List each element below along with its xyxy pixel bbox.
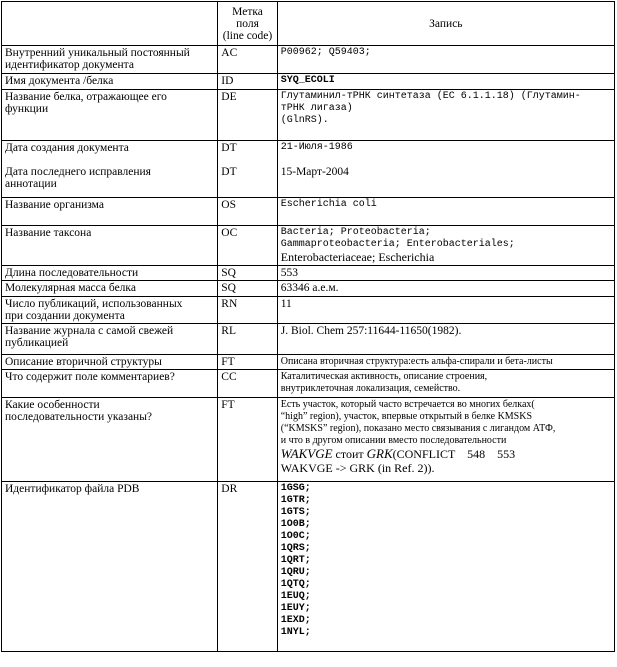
pdb-id: 1NYL; xyxy=(280,627,311,638)
row-code: CC xyxy=(218,370,277,398)
table-header-row xyxy=(2,2,615,46)
pdb-id: 1QRS; xyxy=(280,543,311,554)
row-label: Молекулярная масса белка xyxy=(2,281,218,297)
table-row-dt xyxy=(2,141,615,198)
table-row-id xyxy=(2,74,615,90)
table-row-de xyxy=(2,90,615,141)
header-record: Запись xyxy=(277,2,614,46)
row-label: Длина последовательности xyxy=(2,266,218,281)
pdb-id: 1GSG; xyxy=(280,483,311,494)
row-value: Escherichia coli xyxy=(277,198,614,226)
row-code: AC xyxy=(218,46,277,74)
row-label: Описание вторичной структуры xyxy=(2,355,218,370)
table-row-rl xyxy=(2,324,615,355)
row-label: Что содержит поле комментариев? xyxy=(2,370,218,398)
row-label: Дата создания документа Дата последнего исправления аннотации xyxy=(2,141,218,198)
pdb-id: 1GTR; xyxy=(280,495,311,506)
table-row-rn xyxy=(2,297,615,324)
row-label: Имя документа /белка xyxy=(2,74,218,90)
uniprot-fields-table xyxy=(1,1,615,652)
row-code: DT DT xyxy=(218,141,277,198)
row-label: Число публикаций, использованных при создании документа xyxy=(2,297,218,324)
row-code: SQ xyxy=(218,266,277,281)
row-code: OC xyxy=(218,226,277,266)
pdb-id: 1O0B; xyxy=(280,519,311,530)
row-code: RN xyxy=(218,297,277,324)
row-code: DR xyxy=(218,482,277,652)
row-label: Идентификатор файла PDB xyxy=(2,482,218,652)
table-row-ac xyxy=(2,46,615,74)
pdb-id: 1QRT; xyxy=(280,555,311,566)
pdb-id: 1GTS; xyxy=(280,507,311,518)
pdb-id: 1O0C; xyxy=(280,531,311,542)
row-value: 63346 а.е.м. xyxy=(277,281,614,297)
row-label: Внутренний уникальный постоянный идентификатор документа xyxy=(2,46,218,74)
pdb-id: 1EUQ; xyxy=(280,591,311,602)
row-code: OS xyxy=(218,198,277,226)
table-row-os xyxy=(2,198,615,226)
pdb-id: 1EXD; xyxy=(280,615,311,626)
pdb-id: 1QTQ; xyxy=(280,579,311,590)
row-label: Название журнала с самой свежей публикацией xyxy=(2,324,218,355)
row-value: Bacteria; Proteobacteria; Gammaproteobacteria; Enterobacteriales; Enterobacteriaceae; Escherichia xyxy=(277,226,614,266)
row-label: Название организма xyxy=(2,198,218,226)
table-row-ft-structure xyxy=(2,355,615,370)
row-value: J. Biol. Chem 257:11644-11650(1982). xyxy=(277,324,614,355)
row-code: ID xyxy=(218,74,277,90)
row-code: FT xyxy=(218,355,277,370)
row-code: RL xyxy=(218,324,277,355)
pdb-id: 1EUY; xyxy=(280,603,311,614)
table-row-ft-features xyxy=(2,398,615,482)
header-field-description xyxy=(2,2,218,46)
row-value: P00962; Q59403; xyxy=(277,46,614,74)
row-value: SYQ_ECOLI xyxy=(277,74,614,90)
table-row-dr xyxy=(2,482,615,652)
row-value: 21-Июля-1986 15-Март-2004 xyxy=(277,141,614,198)
table-row-cc xyxy=(2,370,615,398)
table-row-sq-length xyxy=(2,266,615,281)
row-value: Каталитическая активность, описание строения, внутриклеточная локализация, семейство. xyxy=(277,370,614,398)
row-value: Есть участок, который часто встречается во многих белках( “high” region), участок, впервые открытый в белке KMSKS (“KMSKS” region), показано место связывания с лигандом АТФ, и что в другом описании вместо последовательности WAKVGE стоит GRK(CONFLICT 548 553 WAKVGE -> GRK (in Ref. 2)). xyxy=(277,398,614,482)
row-value xyxy=(277,482,614,652)
row-value: Глутаминил-тРНК синтетаза (EC 6.1.1.18) (Глутамин- тРНК лигаза) (GlnRS). xyxy=(277,90,614,141)
row-value: Описана вторичная структура:есть альфа-спирали и бета-листы xyxy=(277,355,614,370)
row-value: 11 xyxy=(277,297,614,324)
header-line-code: Метка поля (line code) xyxy=(218,2,277,46)
row-label: Название таксона xyxy=(2,226,218,266)
row-value: 553 xyxy=(277,266,614,281)
row-code: DE xyxy=(218,90,277,141)
table-row-oc xyxy=(2,226,615,266)
row-code: SQ xyxy=(218,281,277,297)
row-label: Название белка, отражающее его функции xyxy=(2,90,218,141)
row-code: FT xyxy=(218,398,277,482)
pdb-id: 1QRU; xyxy=(280,567,311,578)
row-label: Какие особенности последовательности указаны? xyxy=(2,398,218,482)
table-row-sq-mass xyxy=(2,281,615,297)
